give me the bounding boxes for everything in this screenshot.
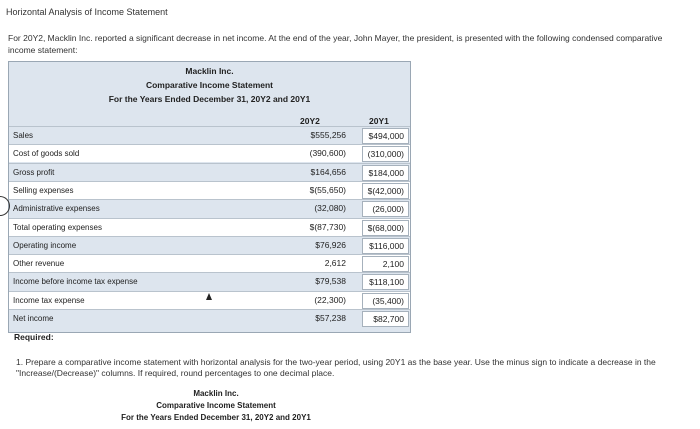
row-label: Total operating expenses [13, 222, 102, 232]
value-20y2: $555,256 [310, 130, 346, 140]
page-title: Horizontal Analysis of Income Statement [6, 7, 168, 17]
value-20y1: (310,000) [362, 146, 409, 162]
row-label: Gross profit [13, 167, 55, 177]
value-20y1: $494,000 [362, 128, 409, 144]
row-label: Operating income [13, 240, 77, 250]
value-20y2: $(87,730) [309, 221, 346, 232]
row-label: Sales [13, 131, 34, 140]
value-20y2: (390,600) [309, 148, 346, 159]
value-20y2: $57,238 [315, 313, 346, 323]
value-20y1: $(68,000) [362, 220, 409, 236]
value-20y1: $82,700 [362, 311, 409, 327]
value-20y2: $164,656 [310, 166, 346, 177]
intro-text: For 20Y2, Macklin Inc. reported a significant decrease in net income. At the end of the year, John Mayer, the president, is presented with the following condensed comparative income statement: [8, 33, 663, 55]
required-task-text [16, 357, 690, 429]
table-row [9, 236, 410, 254]
table-row [9, 126, 410, 144]
value-20y2: 2,612 [324, 258, 346, 269]
answer-period: For the Years Ended December 31, 20Y2 and 20Y1 [121, 413, 311, 422]
statement-period: For the Years Ended December 31, 20Y2 and 20Y1 [108, 94, 311, 104]
statement-company: Macklin Inc. [185, 66, 234, 76]
row-label: Selling expenses [13, 185, 74, 195]
mouse-cursor-icon [206, 293, 212, 300]
row-label: Income before income tax expense [13, 277, 138, 287]
value-20y1: 2,100 [362, 256, 409, 272]
value-20y1: (35,400) [362, 293, 409, 309]
table-row [9, 181, 410, 199]
value-20y1: (26,000) [362, 201, 409, 217]
row-label: Net income [13, 314, 54, 323]
table-row [9, 254, 410, 272]
row-label: Cost of goods sold [13, 149, 80, 159]
row-label: Income tax expense [13, 295, 85, 305]
value-20y1: $(42,000) [362, 183, 409, 199]
column-header-20y1: 20Y1 [369, 116, 389, 126]
row-label: Administrative expenses [13, 204, 100, 214]
value-20y2: $76,926 [315, 239, 346, 250]
column-header-20y2: 20Y2 [300, 116, 320, 126]
table-row [9, 272, 410, 290]
table-row [9, 144, 410, 162]
value-20y1: $116,000 [362, 238, 409, 254]
table-row [9, 218, 410, 236]
task-instructions: 1. Prepare a comparative income statement with horizontal analysis for the two-year period, using 20Y1 as the base year. Use the minus sign to indicate a decrease in the "Increase/(Decrease)" columns. If required, round percentages to one decimal place. [16, 357, 656, 378]
answer-company: Macklin Inc. [193, 389, 239, 398]
value-20y1: $184,000 [362, 165, 409, 181]
table-row [9, 309, 410, 327]
answer-statement-name: Comparative Income Statement [156, 401, 276, 410]
table-row [9, 199, 410, 217]
value-20y2: $79,538 [315, 276, 346, 287]
value-20y2: $(55,650) [309, 184, 346, 195]
value-20y1: $118,100 [362, 274, 409, 290]
value-20y2: (22,300) [314, 294, 346, 305]
statement-name: Comparative Income Statement [145, 80, 274, 90]
value-20y2: (32,080) [314, 203, 346, 214]
table-row [9, 163, 410, 181]
required-heading: Required: [14, 332, 54, 342]
row-label: Other revenue [13, 259, 65, 269]
